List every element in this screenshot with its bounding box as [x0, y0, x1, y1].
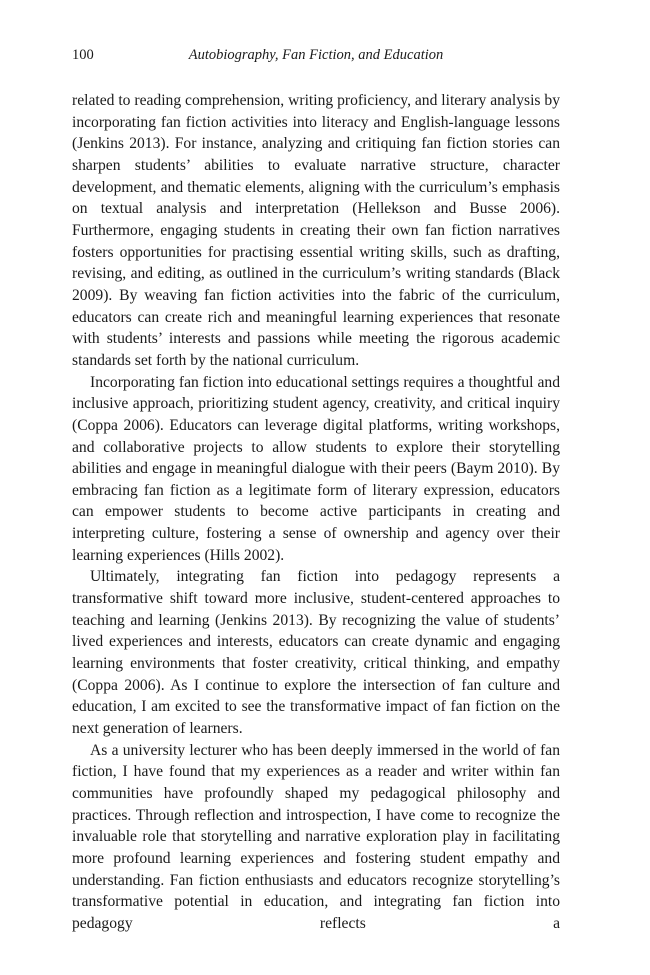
running-head: Autobiography, Fan Fiction, and Education [188, 47, 444, 63]
body-text [72, 90, 560, 935]
paragraph-ultimately: Ultimately, integrating fan fiction into pedagogy represents a transformative shift toward more inclusive, student-centered approaches to teaching and learning (Jenkins 2013). By recognizing the value of students’ lived experiences and interests, educators can create dynamic and engaging learning environments that foster creativity, critical thinking, and empathy (Coppa 2006). As I continue to explore the intersection of fan culture and education, I am excited to see the transformative impact of fan fiction on the next generation of learners. [72, 568, 560, 738]
page-number: 100 [72, 47, 94, 63]
paragraph-lecturer: As a university lecturer who has been deeply immersed in the world of fan fiction, I have found that my experiences as a reader and writer within fan communities have profoundly shaped my pedagogical philosophy and practices. Through reflection and introspection, I have come to recognize the invaluable role that storytelling and narrative exploration play in facilitating more profound learning experiences and fostering student empathy and understanding. Fan fiction enthusiasts and educators recognize storytelling’s transformative potential in education, and integrating fan fiction into pedagogy reflects a [72, 741, 560, 932]
paragraph-incorporating: Incorporating fan fiction into educational settings requires a thoughtful and inclusive approach, prioritizing student agency, creativity, and critical inquiry (Coppa 2006). Educators can leverage digital platforms, writing workshops, and collaborative projects to allow students to explore their storytelling abilities and engage in meaningful dialogue with their peers (Baym 2010). By embracing fan fiction as a legitimate form of literary expression, educators can empower students to become active participants in creating and interpreting culture, fostering a sense of ownership and agency over their learning experiences (Hills 2002). [72, 373, 560, 564]
paragraph-continuation: related to reading comprehension, writing proficiency, and literary analysis by incorporating fan fiction activities into literacy and English-language lessons (Jenkins 2013). For instance, analyzing and critiquing fan fiction stories can sharpen students’ abilities to evaluate narrative structure, character development, and thematic elements, aligning with the curriculum’s emphasis on textual analysis and interpretation (Hellekson and Busse 2006). Furthermore, engaging students in creating their own fan fiction narratives fosters opportunities for practising essential writing skills, such as drafting, revising, and editing, as outlined in the curriculum’s writing standards (Black 2009). By weaving fan fiction activities into the fabric of the curriculum, educators can create rich and meaningful learning experiences that resonate with students’ interests and passions while meeting the rigorous academic standards set forth by the national curriculum. [72, 92, 560, 369]
page-header [72, 44, 560, 66]
